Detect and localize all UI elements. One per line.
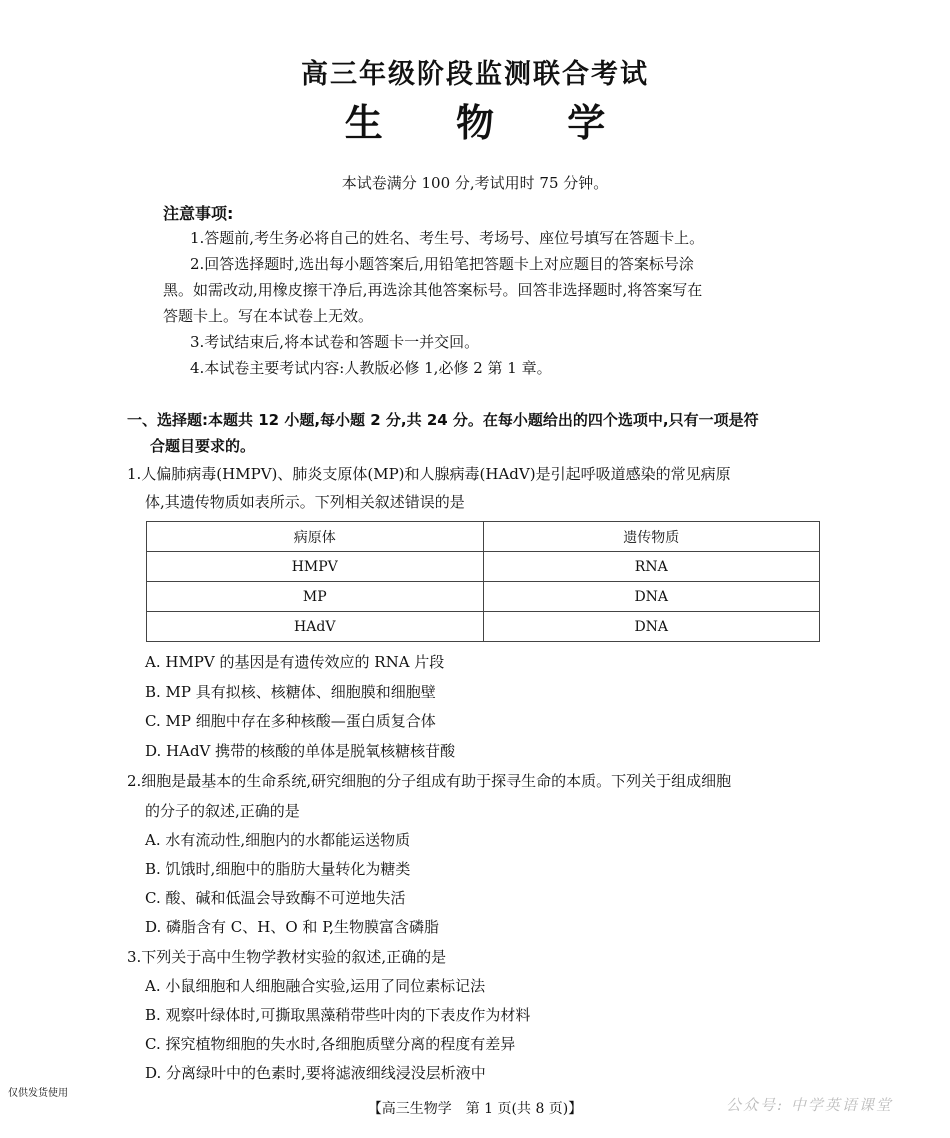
q3-stem: 3.下列关于高中生物学教材实验的叙述,正确的是 (127, 948, 447, 966)
notice-item-2-line-1: 2.回答选择题时,选出每小题答案后,用铅笔把答题卡上对应题目的答案标号涂 (190, 255, 694, 273)
q2-stem-line-2: 的分子的叙述,正确的是 (145, 802, 300, 820)
q3-option-a: A. 小鼠细胞和人细胞融合实验,运用了同位素标记法 (145, 977, 486, 995)
notice-item-1: 1.答题前,考生务必将自己的姓名、考生号、考场号、座位号填写在答题卡上。 (190, 229, 705, 247)
notice-item-2-line-2: 黑。如需改动,用橡皮擦干净后,再选涂其他答案标号。回答非选择题时,将答案写在 (163, 281, 703, 299)
subject-title: 生 物 学 (344, 101, 636, 145)
exam-intro: 本试卷满分 100 分,考试用时 75 分钟。 (341, 174, 609, 192)
table-cell: DNA (483, 612, 820, 642)
table-row (147, 612, 820, 642)
side-note: 仅供发货使用 (8, 1088, 68, 1099)
table-cell: HMPV (147, 552, 484, 582)
q1-option-a: A. HMPV 的基因是有遗传效应的 RNA 片段 (145, 653, 445, 671)
q1-table (146, 521, 820, 642)
notice-item-2-line-3: 答题卡上。写在本试卷上无效。 (163, 307, 374, 325)
section-heading-line-1: 一、选择题:本题共 12 小题,每小题 2 分,共 24 分。在每小题给出的四个选项中,只有一项是符 (127, 411, 759, 429)
table-header-row (147, 522, 820, 552)
exam-title: 高三年级阶段监测联合考试 (301, 59, 649, 90)
notice-heading: 注意事项: (163, 204, 234, 223)
q1-option-c: C. MP 细胞中存在多种核酸—蛋白质复合体 (145, 712, 436, 730)
table-header-cell: 病原体 (147, 522, 484, 552)
table-row (147, 552, 820, 582)
q3-option-d: D. 分离绿叶中的色素时,要将滤液细线浸没层析液中 (145, 1064, 486, 1082)
table-row (147, 582, 820, 612)
table-header-cell: 遗传物质 (483, 522, 820, 552)
q3-option-c: C. 探究植物细胞的失水时,各细胞质壁分离的程度有差异 (145, 1035, 516, 1053)
watermark: 公众号: 中学英语课堂 (726, 1096, 893, 1114)
notice-item-4: 4.本试卷主要考试内容:人教版必修 1,必修 2 第 1 章。 (190, 359, 552, 377)
q1-stem-line-1: 1.人偏肺病毒(HMPV)、肺炎支原体(MP)和人腺病毒(HAdV)是引起呼吸道感染的常见病原 (127, 465, 731, 483)
table-cell: RNA (483, 552, 820, 582)
table-cell: MP (147, 582, 484, 612)
q1-stem-line-2: 体,其遗传物质如表所示。下列相关叙述错误的是 (145, 493, 465, 511)
q2-option-b: B. 饥饿时,细胞中的脂肪大量转化为糖类 (145, 860, 411, 878)
section-heading-line-2: 合题目要求的。 (150, 437, 256, 455)
q1-option-d: D. HAdV 携带的核酸的单体是脱氧核糖核苷酸 (145, 742, 456, 760)
q2-option-a: A. 水有流动性,细胞内的水都能运送物质 (145, 831, 411, 849)
table-cell: HAdV (147, 612, 484, 642)
q2-option-c: C. 酸、碱和低温会导致酶不可逆地失活 (145, 889, 406, 907)
page-footer: 【高三生物学 第 1 页(共 8 页)】 (367, 1101, 583, 1117)
q2-stem-line-1: 2.细胞是最基本的生命系统,研究细胞的分子组成有助于探寻生命的本质。下列关于组成细胞 (127, 772, 732, 790)
notice-item-3: 3.考试结束后,将本试卷和答题卡一并交回。 (190, 333, 480, 351)
q2-option-d: D. 磷脂含有 C、H、O 和 P,生物膜富含磷脂 (145, 918, 440, 936)
q1-option-b: B. MP 具有拟核、核糖体、细胞膜和细胞壁 (145, 683, 436, 701)
table-cell: DNA (483, 582, 820, 612)
q3-option-b: B. 观察叶绿体时,可撕取黑藻稍带些叶肉的下表皮作为材料 (145, 1006, 531, 1024)
